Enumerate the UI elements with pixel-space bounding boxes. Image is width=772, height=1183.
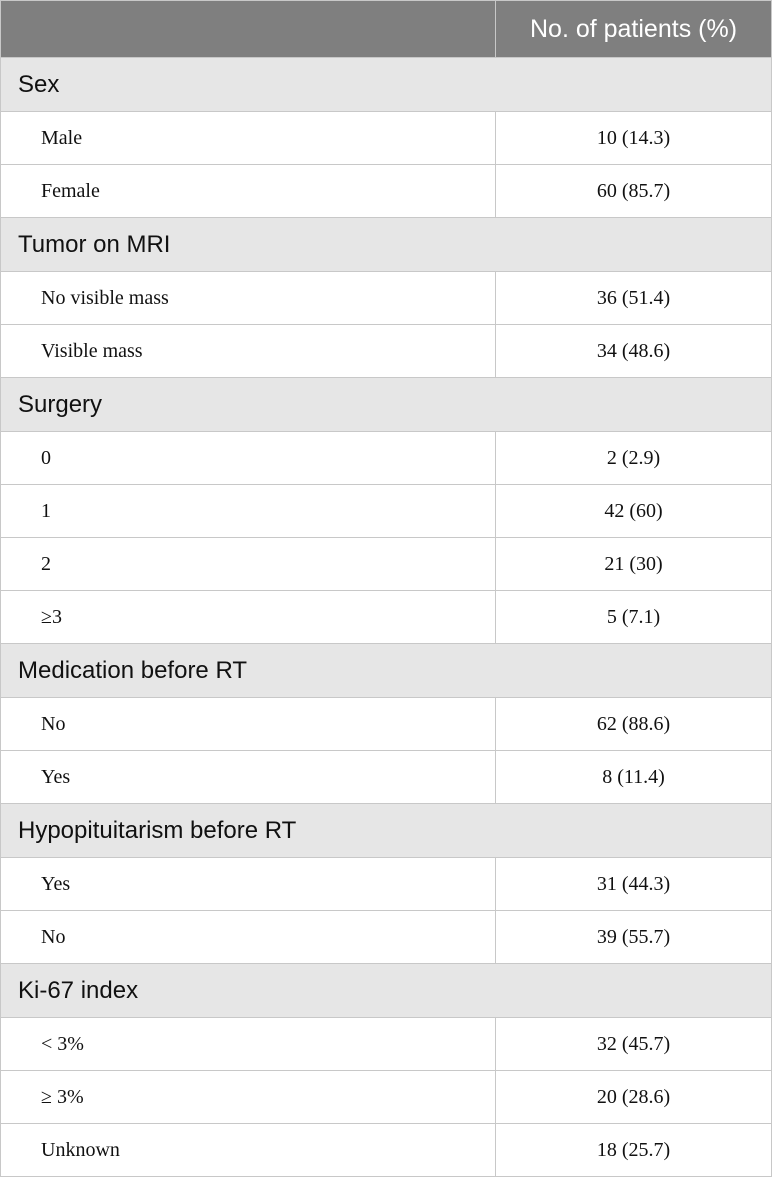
row-label: Yes bbox=[1, 858, 496, 911]
row-label: < 3% bbox=[1, 1018, 496, 1071]
group-title: Surgery bbox=[1, 378, 772, 432]
table-row bbox=[1, 538, 772, 591]
row-value: 42 (60) bbox=[496, 485, 772, 538]
row-label: Female bbox=[1, 165, 496, 218]
table-row bbox=[1, 485, 772, 538]
table-row bbox=[1, 911, 772, 964]
table-row bbox=[1, 1018, 772, 1071]
row-value: 62 (88.6) bbox=[496, 698, 772, 751]
group-row bbox=[1, 378, 772, 432]
group-title: Tumor on MRI bbox=[1, 218, 772, 272]
group-row bbox=[1, 644, 772, 698]
group-row bbox=[1, 58, 772, 112]
row-label: No bbox=[1, 911, 496, 964]
table-row bbox=[1, 1071, 772, 1124]
table-row bbox=[1, 272, 772, 325]
header-value-column: No. of patients (%) bbox=[496, 1, 772, 58]
table-row bbox=[1, 751, 772, 804]
row-value: 39 (55.7) bbox=[496, 911, 772, 964]
row-label: Male bbox=[1, 112, 496, 165]
group-title: Ki-67 index bbox=[1, 964, 772, 1018]
row-value: 18 (25.7) bbox=[496, 1124, 772, 1177]
row-label: No bbox=[1, 698, 496, 751]
table-row bbox=[1, 698, 772, 751]
row-label: ≥3 bbox=[1, 591, 496, 644]
row-value: 31 (44.3) bbox=[496, 858, 772, 911]
table-row bbox=[1, 112, 772, 165]
row-label: Visible mass bbox=[1, 325, 496, 378]
row-value: 20 (28.6) bbox=[496, 1071, 772, 1124]
row-value: 21 (30) bbox=[496, 538, 772, 591]
group-title: Sex bbox=[1, 58, 772, 112]
group-row bbox=[1, 964, 772, 1018]
group-title: Hypopituitarism before RT bbox=[1, 804, 772, 858]
row-value: 60 (85.7) bbox=[496, 165, 772, 218]
group-title: Medication before RT bbox=[1, 644, 772, 698]
row-value: 34 (48.6) bbox=[496, 325, 772, 378]
row-label: 2 bbox=[1, 538, 496, 591]
row-value: 36 (51.4) bbox=[496, 272, 772, 325]
table-row bbox=[1, 858, 772, 911]
row-value: 32 (45.7) bbox=[496, 1018, 772, 1071]
row-label: 1 bbox=[1, 485, 496, 538]
row-label: ≥ 3% bbox=[1, 1071, 496, 1124]
header-label-column bbox=[1, 1, 496, 58]
table-row bbox=[1, 165, 772, 218]
row-label: 0 bbox=[1, 432, 496, 485]
table-body bbox=[1, 58, 772, 1177]
table-row bbox=[1, 1124, 772, 1177]
group-row bbox=[1, 804, 772, 858]
table-row bbox=[1, 325, 772, 378]
row-value: 2 (2.9) bbox=[496, 432, 772, 485]
row-label: Yes bbox=[1, 751, 496, 804]
group-row bbox=[1, 218, 772, 272]
row-value: 8 (11.4) bbox=[496, 751, 772, 804]
row-label: No visible mass bbox=[1, 272, 496, 325]
row-value: 5 (7.1) bbox=[496, 591, 772, 644]
row-value: 10 (14.3) bbox=[496, 112, 772, 165]
table-row bbox=[1, 432, 772, 485]
table-header-row bbox=[1, 1, 772, 58]
table-row bbox=[1, 591, 772, 644]
row-label: Unknown bbox=[1, 1124, 496, 1177]
